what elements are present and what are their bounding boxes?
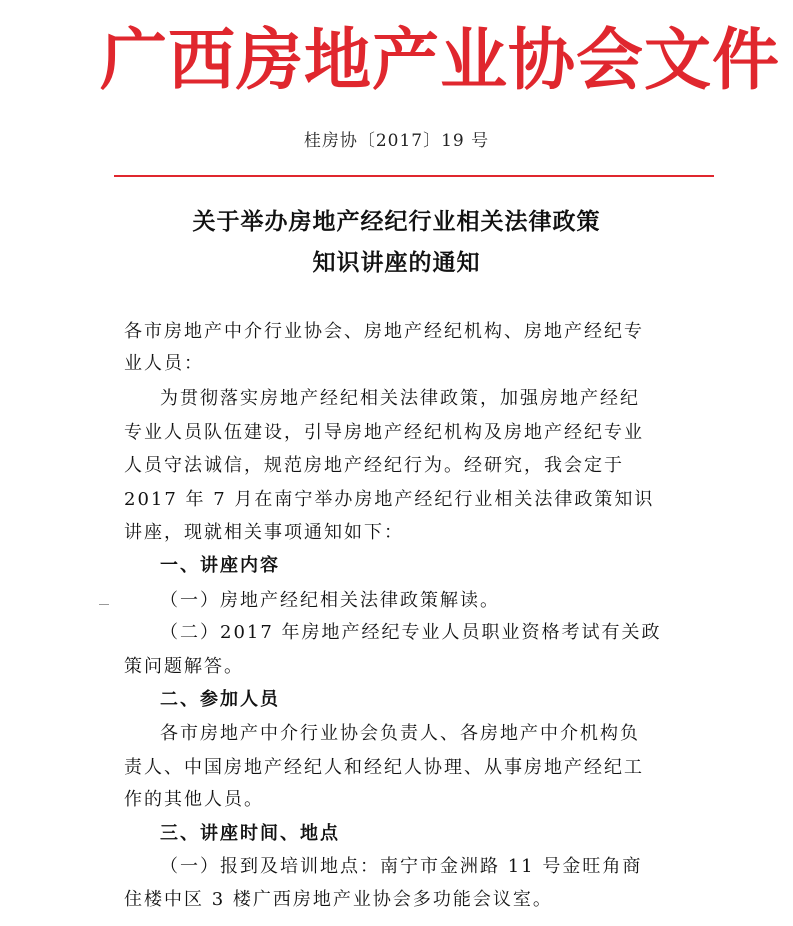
intro-line-5: 讲座，现就相关事项通知如下：: [124, 522, 404, 543]
section-2-heading: 二、参加人员: [160, 689, 280, 710]
intro-line-3: 人员守法诚信，规范房地产经纪行为。经研究，我会定于: [124, 455, 624, 476]
addressee-line-2: 业人员：: [124, 353, 204, 374]
section-3-item-1-line-2: 住楼中区 3 楼广西房地产业协会多功能会议室。: [124, 889, 553, 910]
notice-title-line-1: 关于举办房地产经纪行业相关法律政策: [192, 209, 601, 235]
section-2-text-line-1: 各市房地产中介行业协会负责人、各房地产中介机构负: [160, 723, 640, 744]
section-1-item-1: （一）房地产经纪相关法律政策解读。: [160, 590, 500, 611]
notice-title-line-2: 知识讲座的通知: [312, 250, 481, 276]
header-divider: [114, 175, 714, 177]
addressee-line-1: 各市房地产中介行业协会、房地产经纪机构、房地产经纪专: [124, 321, 644, 342]
section-1-heading: 一、讲座内容: [160, 555, 280, 576]
section-1-item-2-line-2: 策问题解答。: [124, 656, 244, 677]
section-2-text-line-3: 作的其他人员。: [124, 789, 264, 810]
section-3-heading: 三、讲座时间、地点: [160, 823, 340, 844]
section-2-text-line-2: 责人、中国房地产经纪人和经纪人协理、从事房地产经纪工: [124, 757, 644, 778]
margin-mark: [99, 604, 109, 605]
intro-line-1: 为贯彻落实房地产经纪相关法律政策，加强房地产经纪: [160, 388, 640, 409]
section-1-item-2-line-1: （二）2017 年房地产经纪专业人员职业资格考试有关政: [160, 622, 662, 643]
intro-line-2: 专业人员队伍建设，引导房地产经纪机构及房地产经纪专业: [124, 422, 644, 443]
section-3-item-1-line-1: （一）报到及培训地点：南宁市金洲路 11 号金旺角商: [160, 856, 643, 877]
document-number: 桂房协〔2017〕19 号: [303, 131, 490, 151]
intro-line-4: 2017 年 7 月在南宁举办房地产经纪行业相关法律政策知识: [124, 489, 655, 510]
org-header-title: 广西房地产业协会文件: [100, 20, 780, 99]
